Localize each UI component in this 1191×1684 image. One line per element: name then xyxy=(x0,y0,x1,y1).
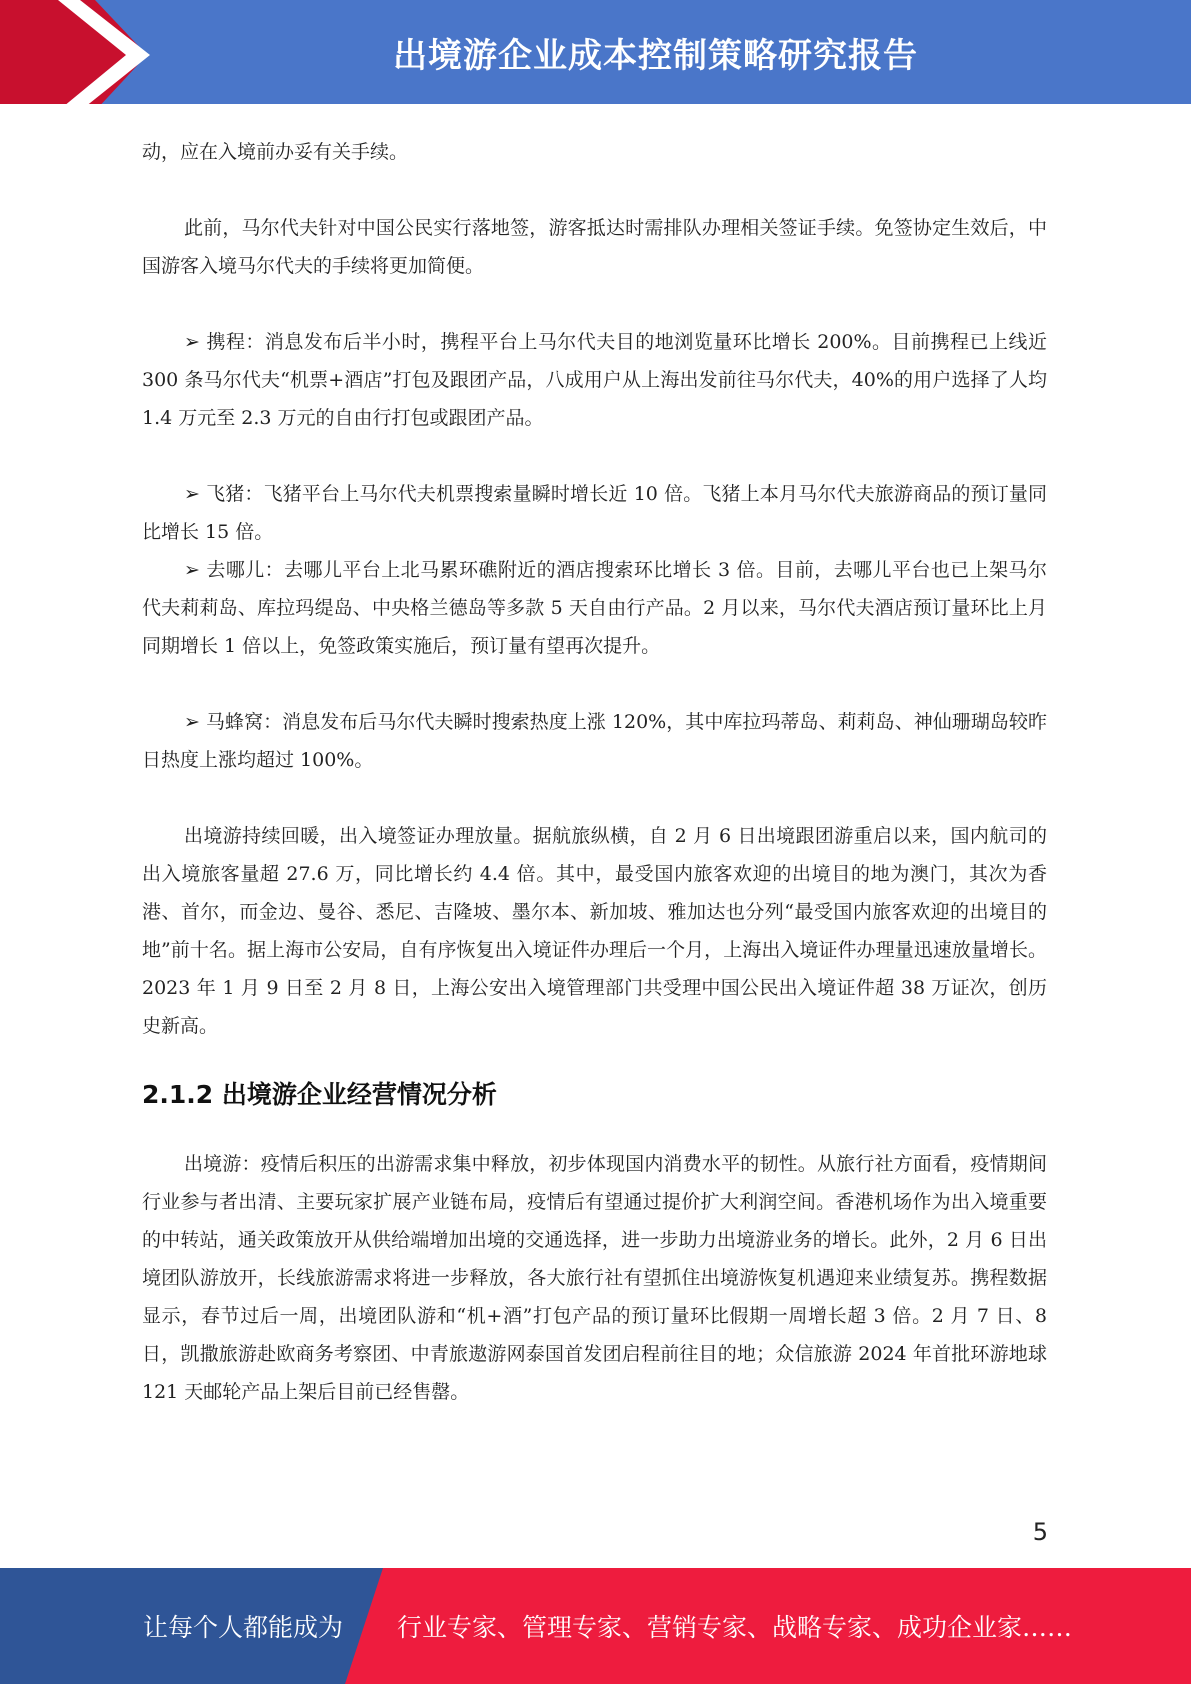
paragraph: 此前，马尔代夫针对中国公民实行落地签，游客抵达时需排队办理相关签证手续。免签协定生效后，中国游客入境马尔代夫的手续将更加简便。 xyxy=(142,217,1047,277)
page-footer xyxy=(0,1568,1191,1684)
page-header xyxy=(0,0,1191,111)
paragraph: 动，应在入境前办妥有关手续。 xyxy=(142,141,409,163)
section-heading: 2.1.2 出境游企业经营情况分析 xyxy=(142,1080,497,1109)
bullet-paragraph-qunar: ➢ 去哪儿：去哪儿平台上北马累环礁附近的酒店搜索环比增长 3 倍。目前，去哪儿平台也已上架马尔代夫莉莉岛、库拉玛缇岛、中央格兰德岛等多款 5 天自由行产品。2 月以来，马尔代夫酒店预订量环比上月同期增长 1 倍以上，免签政策实施后，预订量有望再次提升。 xyxy=(142,559,1047,657)
bullet-paragraph-mafengwo: ➢ 马蜂窝：消息发布后马尔代夫瞬时搜索热度上涨 120%，其中库拉玛蒂岛、莉莉岛、神仙珊瑚岛较昨日热度上涨均超过 100%。 xyxy=(142,711,1047,771)
bullet-paragraph-fliggy: ➢ 飞猪：飞猪平台上马尔代夫机票搜索量瞬时增长近 10 倍。飞猪上本月马尔代夫旅游商品的预订量同比增长 15 倍。 xyxy=(142,483,1047,543)
report-title: 出境游企业成本控制策略研究报告 xyxy=(393,35,918,76)
footer-slogan-right: 行业专家、管理专家、营销专家、战略专家、成功企业家…… xyxy=(397,1613,1073,1642)
footer-slogan-left: 让每个人都能成为 xyxy=(143,1613,344,1642)
bullet-paragraph-ctrip: ➢ 携程：消息发布后半小时，携程平台上马尔代夫目的地浏览量环比增长 200%。目前携程已上线近 300 条马尔代夫“机票+酒店”打包及跟团产品，八成用户从上海出发前往马尔代夫，40%的用户选择了人均 1.4 万元至 2.3 万元的自由行打包或跟团产品。 xyxy=(142,331,1047,429)
document-body xyxy=(142,133,1047,1411)
page-number: 5 xyxy=(1032,1518,1048,1546)
paragraph: 出境游：疫情后积压的出游需求集中释放，初步体现国内消费水平的韧性。从旅行社方面看，疫情期间行业参与者出清、主要玩家扩展产业链布局，疫情后有望通过提价扩大利润空间。香港机场作为出入境重要的中转站，通关政策放开从供给端增加出境的交通选择，进一步助力出境游业务的增长。此外，2 月 6 日出境团队游放开，长线旅游需求将进一步释放，各大旅行社有望抓住出境游恢复机遇迎来业绩复苏。携程数据显示，春节过后一周，出境团队游和“机+酒”打包产品的预订量环比假期一周增长超 3 倍。2 月 7 日、8 日，凯撒旅游赴欧商务考察团、中青旅遨游网泰国首发团启程前往目的地；众信旅游 2024 年首批环游地球 121 天邮轮产品上架后目前已经售罄。 xyxy=(142,1153,1047,1403)
paragraph: 出境游持续回暖，出入境签证办理放量。据航旅纵横，自 2 月 6 日出境跟团游重启以来，国内航司的出入境旅客量超 27.6 万，同比增长约 4.4 倍。其中，最受国内旅客欢迎的出境目的地为澳门，其次为香港、首尔，而金边、曼谷、悉尼、吉隆坡、墨尔本、新加坡、雅加达也分列“最受国内旅客欢迎的出境目的地”前十名。据上海市公安局，自有序恢复出入境证件办理后一个月，上海出入境证件办理量迅速放量增长。2023 年 1 月 9 日至 2 月 8 日，上海公安出入境管理部门共受理中国公民出入境证件超 38 万证次，创历史新高。 xyxy=(142,825,1047,1037)
